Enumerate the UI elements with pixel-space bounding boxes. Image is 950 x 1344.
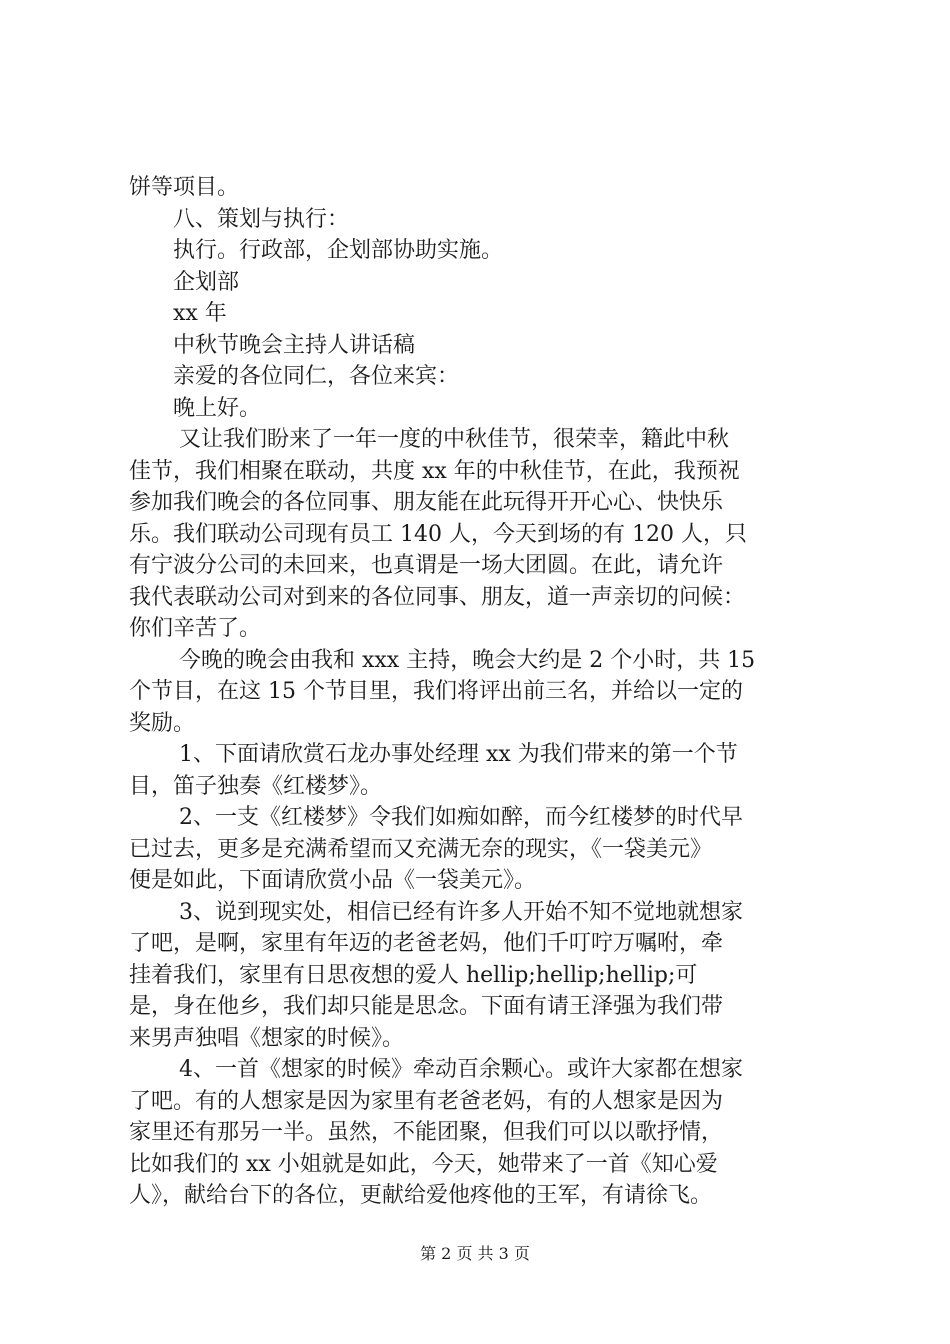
text-line: 奖励。	[129, 710, 196, 736]
text-line: 个节目，在这 15 个节目里，我们将评出前三名，并给以一定的	[129, 679, 743, 704]
text-line: 家里还有那另一半。虽然，不能团聚，但我们可以以歌抒情，	[129, 1120, 724, 1145]
signature-department: 企划部	[173, 269, 240, 295]
text-line: 比如我们的 xx 小姐就是如此，今天，她带来了一首《知心爱	[129, 1151, 718, 1177]
text-line: 1、下面请欣赏石龙办事处经理 xx 为我们带来的第一个节	[179, 742, 738, 767]
text-line: 你们辛苦了。	[129, 616, 262, 641]
text-line: 目，笛子独奏《红楼梦》。	[129, 773, 383, 799]
salutation: 亲爱的各位同仁，各位来宾：	[173, 364, 460, 389]
text-line: 参加我们晚会的各位同事、朋友能在此玩得开开心心、快快乐	[129, 490, 724, 515]
text-line: 今晚的晚会由我和 xxx 主持，晚会大约是 2 个小时，共 15	[179, 647, 756, 673]
page-number-footer: 第 2 页 共 3 页	[420, 1244, 530, 1263]
text-line: 2、一支《红楼梦》令我们如痴如醉，而今红楼梦的时代早	[179, 805, 743, 830]
text-line: 是，身在他乡，我们却只能是思念。下面有请王泽强为我们带	[129, 994, 724, 1019]
text-line: 4、一首《想家的时候》牵动百余颗心。或许大家都在想家	[179, 1057, 743, 1082]
text-line: 了吧，是啊，家里有年迈的老爸老妈，他们千叮咛万嘱咐，牵	[129, 931, 724, 956]
text-line: 执行。行政部，企划部协助实施。	[173, 238, 504, 263]
text-line: 佳节，我们相聚在联动，共度 xx 年的中秋佳节，在此，我预祝	[129, 458, 740, 484]
text-line: 3、说到现实处，相信已经有许多人开始不知不觉地就想家	[179, 899, 743, 925]
text-line: 挂着我们，家里有日思夜想的爱人 hellip;hellip;hellip;可	[129, 962, 698, 988]
text-line: 乐。我们联动公司现有员工 140 人，今天到场的有 120 人，只	[129, 521, 747, 547]
signature-year: xx 年	[173, 301, 227, 326]
speech-title: 中秋节晚会主持人讲话稿	[173, 332, 416, 358]
text-line: 来男声独唱《想家的时候》。	[129, 1025, 405, 1051]
text-line: 人》，献给台下的各位，更献给爱他疼他的王军，有请徐飞。	[129, 1183, 713, 1208]
text-line: 又让我们盼来了一年一度的中秋佳节，很荣幸，籍此中秋	[179, 427, 730, 452]
text-line: 饼等项目。	[129, 175, 240, 200]
greeting: 晚上好。	[173, 395, 262, 421]
section-heading: 八、策划与执行：	[173, 206, 350, 232]
text-line: 有宁波分公司的未回来，也真谓是一场大团圆。在此，请允许	[129, 553, 724, 578]
text-line: 了吧。有的人想家是因为家里有老爸老妈，有的人想家是因为	[129, 1088, 724, 1114]
text-line: 已过去，更多是充满希望而又充满无奈的现实，《一袋美元》	[129, 836, 713, 862]
text-line: 我代表联动公司对到来的各位同事、朋友，道一声亲切的问候：	[129, 584, 746, 610]
text-line: 便是如此，下面请欣赏小品《一袋美元》。	[129, 868, 537, 893]
document-body	[129, 172, 835, 1212]
